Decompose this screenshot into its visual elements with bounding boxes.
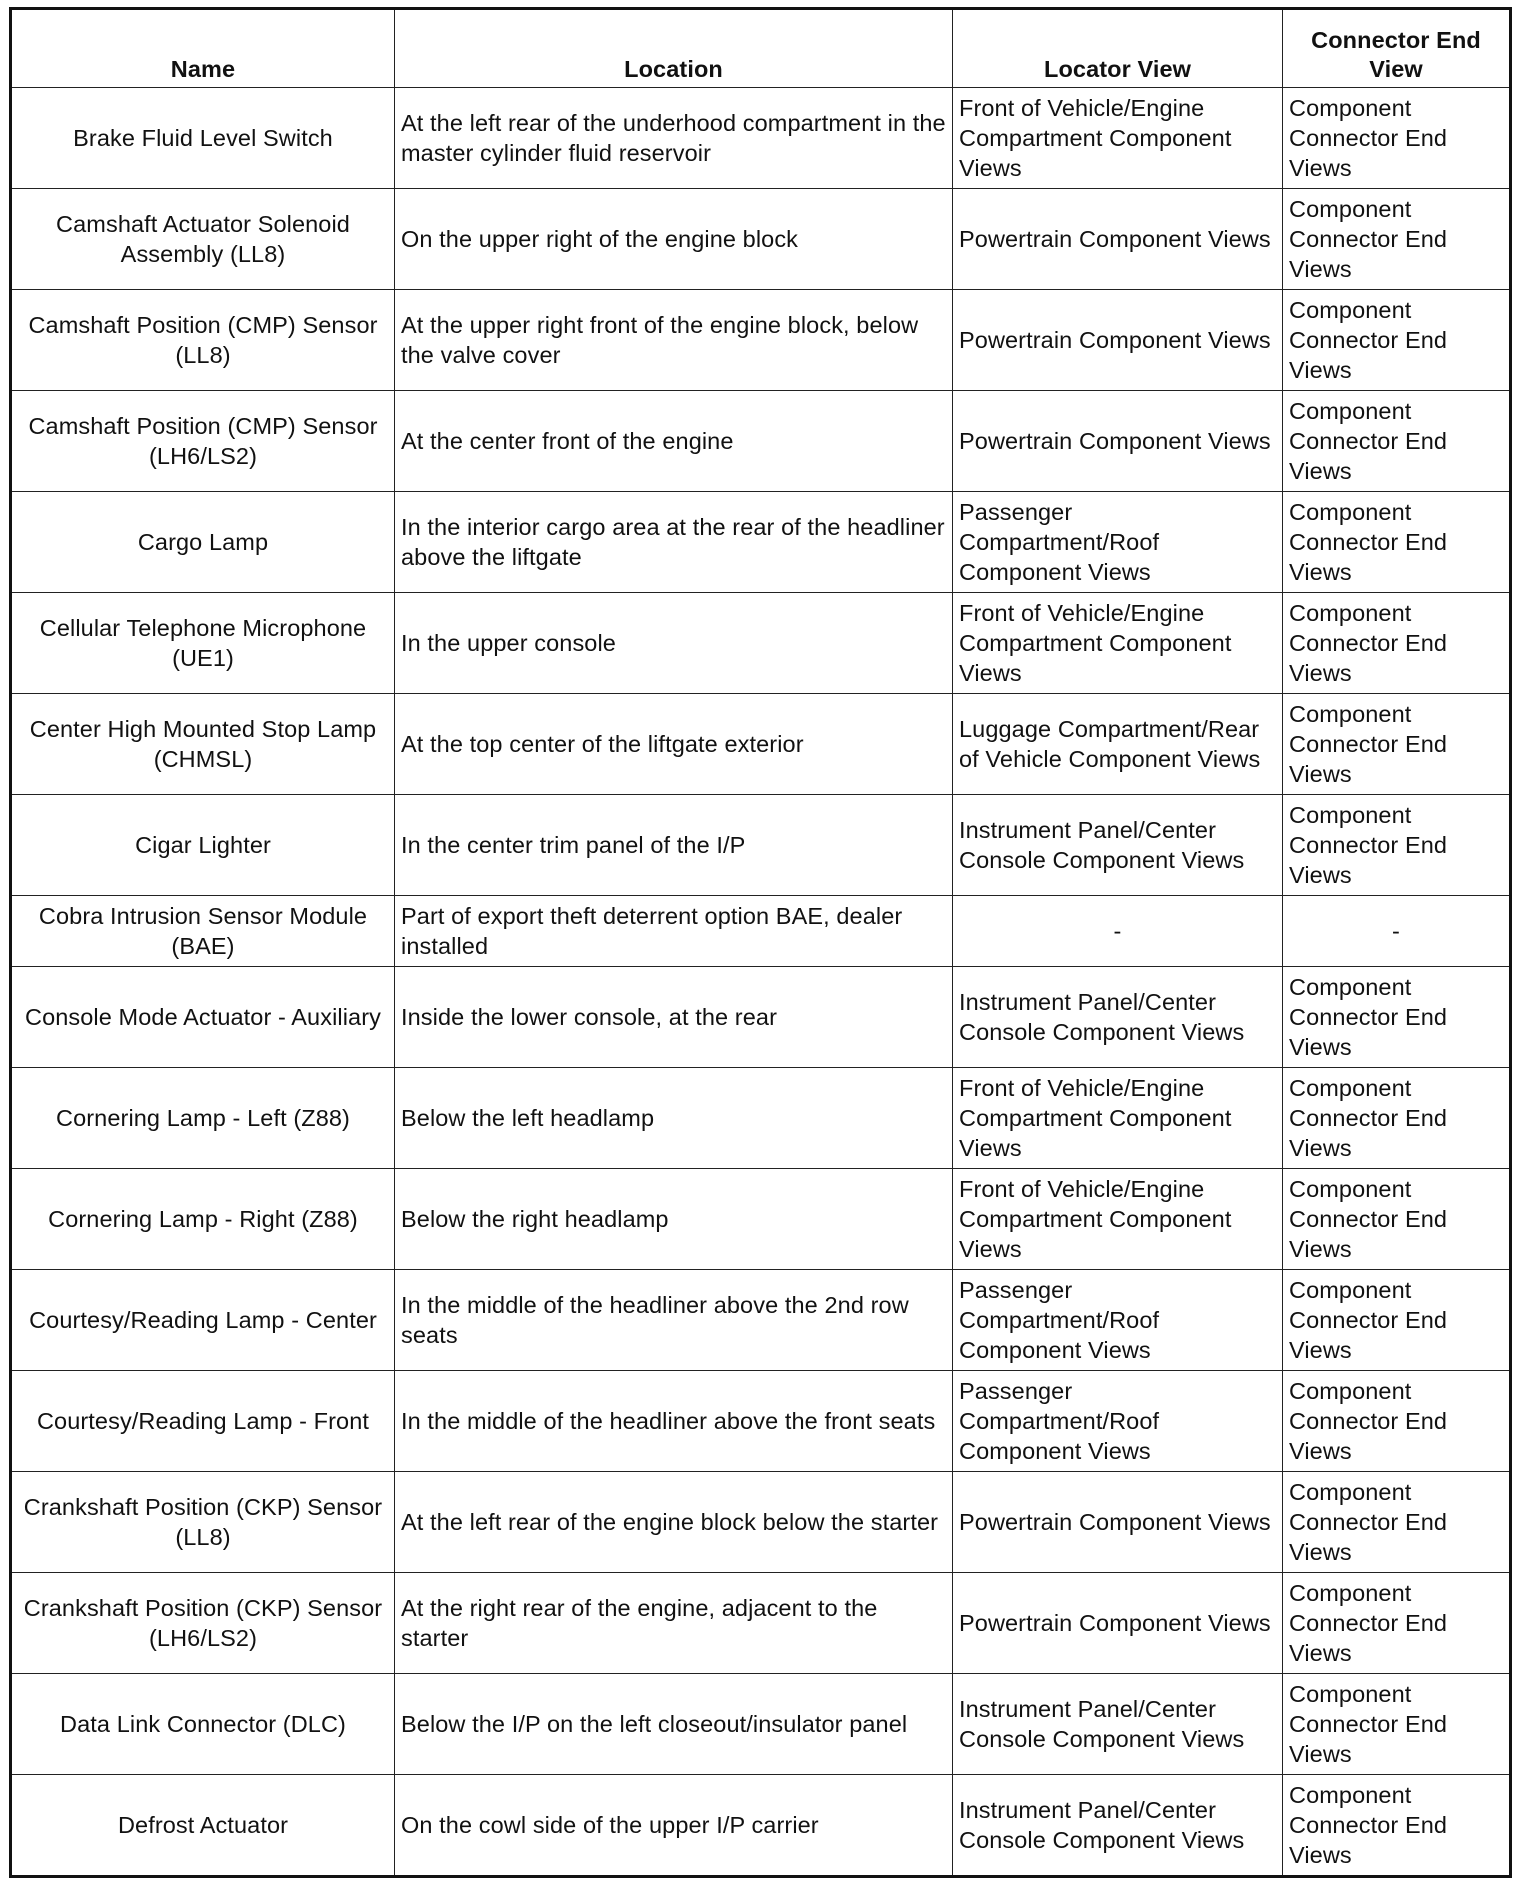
cell-name: Cellular Telephone Microphone (UE1) (11, 593, 395, 694)
header-name: Name (11, 9, 395, 88)
cell-name: Crankshaft Position (CKP) Sensor (LH6/LS2) (11, 1573, 395, 1674)
cell-name: Data Link Connector (DLC) (11, 1674, 395, 1775)
table-row (11, 1472, 1511, 1573)
cell-location: At the left rear of the engine block below the starter (395, 1472, 953, 1573)
cell-locator-view: Front of Vehicle/Engine Compartment Component Views (953, 1169, 1283, 1270)
cell-connector-end-view: Component Connector End Views (1283, 290, 1511, 391)
cell-connector-end-view: Component Connector End Views (1283, 1674, 1511, 1775)
cell-location: In the interior cargo area at the rear of the headliner above the liftgate (395, 492, 953, 593)
cell-locator-view: Instrument Panel/Center Console Component Views (953, 967, 1283, 1068)
table-row (11, 795, 1511, 896)
cell-connector-end-view: Component Connector End Views (1283, 1775, 1511, 1877)
cell-locator-view: Instrument Panel/Center Console Component Views (953, 1775, 1283, 1877)
cell-name: Cobra Intrusion Sensor Module (BAE) (11, 896, 395, 967)
cell-locator-view: Luggage Compartment/Rear of Vehicle Component Views (953, 694, 1283, 795)
table-row (11, 1674, 1511, 1775)
cell-location: At the upper right front of the engine block, below the valve cover (395, 290, 953, 391)
cell-connector-end-view: Component Connector End Views (1283, 492, 1511, 593)
table-row (11, 1775, 1511, 1877)
cell-connector-end-view: Component Connector End Views (1283, 694, 1511, 795)
component-locator-table-wrapper (9, 7, 1509, 1878)
table-row (11, 896, 1511, 967)
cell-name: Defrost Actuator (11, 1775, 395, 1877)
cell-locator-view: Powertrain Component Views (953, 391, 1283, 492)
cell-name: Camshaft Actuator Solenoid Assembly (LL8) (11, 189, 395, 290)
cell-locator-view: Powertrain Component Views (953, 1573, 1283, 1674)
table-row (11, 189, 1511, 290)
cell-locator-view: Powertrain Component Views (953, 1472, 1283, 1573)
table-row (11, 1169, 1511, 1270)
table-row (11, 1371, 1511, 1472)
header-location: Location (395, 9, 953, 88)
cell-locator-view: Passenger Compartment/Roof Component Views (953, 1270, 1283, 1371)
cell-location: On the upper right of the engine block (395, 189, 953, 290)
cell-location: Below the I/P on the left closeout/insulator panel (395, 1674, 953, 1775)
table-row (11, 1270, 1511, 1371)
cell-location: On the cowl side of the upper I/P carrier (395, 1775, 953, 1877)
cell-name: Cornering Lamp - Right (Z88) (11, 1169, 395, 1270)
cell-location: In the center trim panel of the I/P (395, 795, 953, 896)
cell-locator-view: Powertrain Component Views (953, 189, 1283, 290)
cell-connector-end-view: Component Connector End Views (1283, 1472, 1511, 1573)
cell-locator-view: - (953, 896, 1283, 967)
cell-connector-end-view: Component Connector End Views (1283, 795, 1511, 896)
cell-connector-end-view: Component Connector End Views (1283, 1573, 1511, 1674)
cell-name: Cornering Lamp - Left (Z88) (11, 1068, 395, 1169)
cell-location: Below the left headlamp (395, 1068, 953, 1169)
component-locator-table (9, 7, 1512, 1878)
cell-location: At the center front of the engine (395, 391, 953, 492)
cell-locator-view: Front of Vehicle/Engine Compartment Component Views (953, 1068, 1283, 1169)
cell-location: At the top center of the liftgate exterior (395, 694, 953, 795)
cell-locator-view: Instrument Panel/Center Console Component Views (953, 1674, 1283, 1775)
table-row (11, 290, 1511, 391)
cell-connector-end-view: Component Connector End Views (1283, 189, 1511, 290)
table-row (11, 1573, 1511, 1674)
cell-name: Brake Fluid Level Switch (11, 88, 395, 189)
table-row (11, 694, 1511, 795)
cell-name: Console Mode Actuator - Auxiliary (11, 967, 395, 1068)
table-row (11, 492, 1511, 593)
cell-name: Courtesy/Reading Lamp - Center (11, 1270, 395, 1371)
cell-name: Camshaft Position (CMP) Sensor (LL8) (11, 290, 395, 391)
cell-name: Courtesy/Reading Lamp - Front (11, 1371, 395, 1472)
cell-name: Cargo Lamp (11, 492, 395, 593)
cell-connector-end-view: - (1283, 896, 1511, 967)
cell-location: In the upper console (395, 593, 953, 694)
cell-connector-end-view: Component Connector End Views (1283, 593, 1511, 694)
cell-name: Camshaft Position (CMP) Sensor (LH6/LS2) (11, 391, 395, 492)
cell-name: Cigar Lighter (11, 795, 395, 896)
cell-connector-end-view: Component Connector End Views (1283, 1068, 1511, 1169)
cell-connector-end-view: Component Connector End Views (1283, 391, 1511, 492)
header-locator-view: Locator View (953, 9, 1283, 88)
cell-connector-end-view: Component Connector End Views (1283, 1371, 1511, 1472)
table-row (11, 1068, 1511, 1169)
table-row (11, 88, 1511, 189)
cell-locator-view: Passenger Compartment/Roof Component Views (953, 1371, 1283, 1472)
header-connector-end-view: Connector End View (1283, 9, 1511, 88)
cell-location: In the middle of the headliner above the front seats (395, 1371, 953, 1472)
cell-location: Part of export theft deterrent option BAE, dealer installed (395, 896, 953, 967)
cell-locator-view: Instrument Panel/Center Console Component Views (953, 795, 1283, 896)
cell-locator-view: Front of Vehicle/Engine Compartment Component Views (953, 88, 1283, 189)
cell-connector-end-view: Component Connector End Views (1283, 1169, 1511, 1270)
cell-connector-end-view: Component Connector End Views (1283, 967, 1511, 1068)
cell-location: In the middle of the headliner above the 2nd row seats (395, 1270, 953, 1371)
table-row (11, 967, 1511, 1068)
table-row (11, 391, 1511, 492)
cell-connector-end-view: Component Connector End Views (1283, 1270, 1511, 1371)
cell-location: At the left rear of the underhood compartment in the master cylinder fluid reservoir (395, 88, 953, 189)
table-header-row (11, 9, 1511, 88)
cell-connector-end-view: Component Connector End Views (1283, 88, 1511, 189)
table-row (11, 593, 1511, 694)
cell-locator-view: Powertrain Component Views (953, 290, 1283, 391)
cell-location: At the right rear of the engine, adjacent to the starter (395, 1573, 953, 1674)
cell-locator-view: Front of Vehicle/Engine Compartment Component Views (953, 593, 1283, 694)
cell-locator-view: Passenger Compartment/Roof Component Views (953, 492, 1283, 593)
cell-name: Center High Mounted Stop Lamp (CHMSL) (11, 694, 395, 795)
cell-name: Crankshaft Position (CKP) Sensor (LL8) (11, 1472, 395, 1573)
cell-location: Inside the lower console, at the rear (395, 967, 953, 1068)
cell-location: Below the right headlamp (395, 1169, 953, 1270)
